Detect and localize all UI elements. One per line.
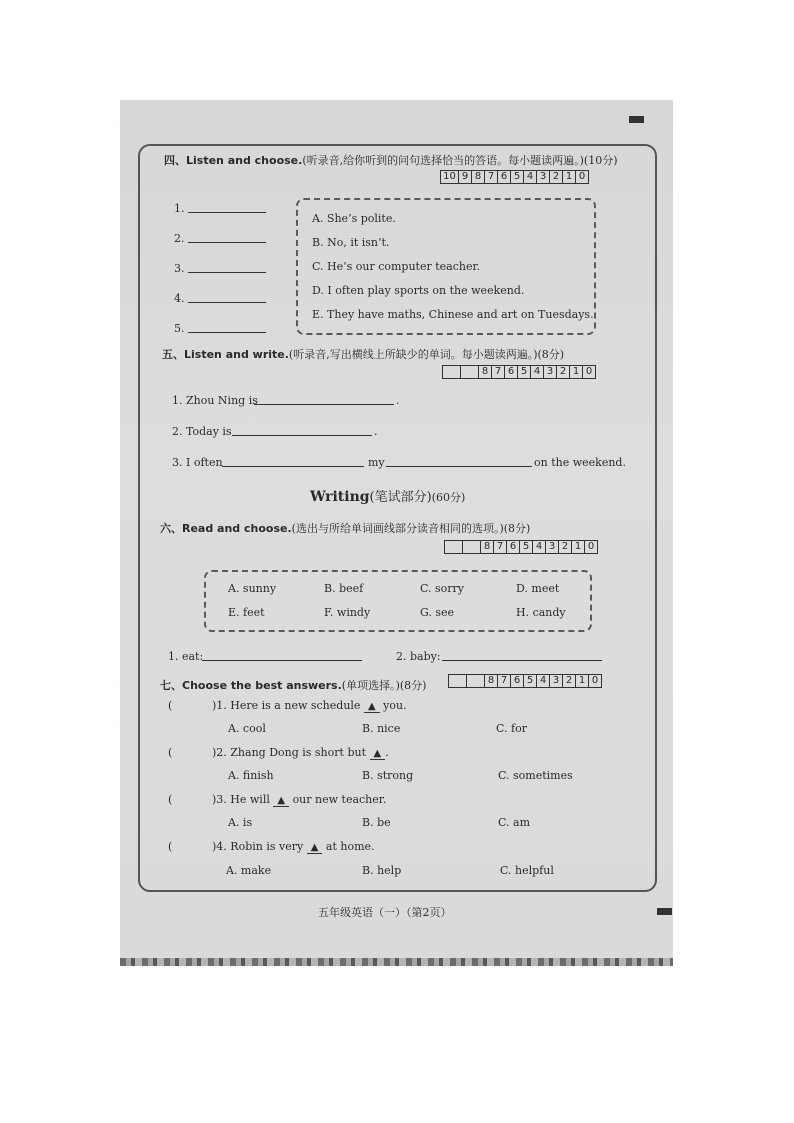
scanned-page-photo bbox=[120, 100, 673, 966]
score-cell: 7 bbox=[494, 541, 507, 553]
score-cell: 0 bbox=[578, 171, 586, 182]
score-cell: 0 bbox=[587, 541, 595, 552]
score-cell: 1 bbox=[572, 541, 585, 553]
q6-1-text: 1. eat: bbox=[168, 650, 204, 663]
q7-3-paren[interactable]: ( bbox=[168, 793, 173, 806]
q5-2-answer-line[interactable] bbox=[232, 435, 372, 436]
score-cell: 8 bbox=[479, 366, 492, 378]
section-6-title: 六、Read and choose.(选出与所给单词画线部分读音相同的选项。)(8分) bbox=[160, 522, 531, 535]
section-5-score-box bbox=[442, 365, 596, 379]
q7-1-option-b[interactable]: B. nice bbox=[362, 722, 401, 735]
s6-option-e: E. feet bbox=[228, 606, 265, 619]
q4-3-number: 3. bbox=[174, 262, 185, 275]
s4-option-d: D. I often play sports on the weekend. bbox=[312, 284, 525, 297]
q5-1-answer-line[interactable] bbox=[254, 404, 394, 405]
s6-option-f: F. windy bbox=[324, 606, 371, 619]
scan-edge bbox=[120, 958, 673, 966]
score-cell bbox=[445, 541, 463, 553]
s4-option-c: C. He’s our computer teacher. bbox=[312, 260, 481, 273]
s6-option-d: D. meet bbox=[516, 582, 560, 595]
page-footer: 五年级英语（一）（第2页） bbox=[318, 906, 452, 919]
score-cell: 1 bbox=[570, 366, 583, 378]
q4-4-answer-line[interactable] bbox=[188, 302, 266, 303]
score-cell: 5 bbox=[511, 171, 524, 183]
q4-5-answer-line[interactable] bbox=[188, 332, 266, 333]
q7-2-option-a[interactable]: A. finish bbox=[228, 769, 274, 782]
score-cell: 3 bbox=[537, 171, 550, 183]
q5-3-answer-line-2[interactable] bbox=[386, 466, 532, 467]
score-cell: 10 bbox=[441, 171, 459, 183]
q7-2-stem: )2. Zhang Dong is short but ▲ . bbox=[212, 746, 389, 759]
q7-3-option-b[interactable]: B. be bbox=[362, 816, 391, 829]
score-cell: 6 bbox=[507, 541, 520, 553]
blank-triangle-icon: ▲ bbox=[364, 701, 380, 713]
q4-1-answer-line[interactable] bbox=[188, 212, 266, 213]
score-cell: 5 bbox=[520, 541, 533, 553]
q4-3-answer-line[interactable] bbox=[188, 272, 266, 273]
blank-triangle-icon: ▲ bbox=[307, 842, 323, 854]
score-cell bbox=[467, 675, 485, 687]
s6-option-h: H. candy bbox=[516, 606, 566, 619]
q5-2-text: 2. Today is bbox=[172, 425, 232, 438]
score-cell: 7 bbox=[498, 675, 511, 687]
q5-2-period: . bbox=[374, 425, 378, 438]
q5-3-answer-line-1[interactable] bbox=[222, 466, 364, 467]
section-7-title: 七、Choose the best answers.(单项选择。)(8分) bbox=[160, 679, 427, 692]
score-cell: 4 bbox=[531, 366, 544, 378]
section-4-title: 四、Listen and choose.(听录音,给你听到的问句选择恰当的答语。每小题读两遍。)(10分) bbox=[164, 154, 618, 167]
q5-3-text: 3. I often bbox=[172, 456, 223, 469]
score-cell: 8 bbox=[472, 171, 485, 183]
q6-1-answer-line[interactable] bbox=[202, 660, 362, 661]
section-7-score-box bbox=[448, 674, 602, 688]
s4-option-a: A. She’s polite. bbox=[312, 212, 396, 225]
score-cell: 6 bbox=[505, 366, 518, 378]
section-6-options-box bbox=[204, 570, 592, 632]
q4-1-number: 1. bbox=[174, 202, 185, 215]
writing-heading: Writing(笔试部分)(60分) bbox=[310, 489, 466, 505]
q7-3-option-c[interactable]: C. am bbox=[498, 816, 531, 829]
score-cell: 8 bbox=[485, 675, 498, 687]
score-cell: 3 bbox=[544, 366, 557, 378]
score-cell: 2 bbox=[563, 675, 576, 687]
q5-1-period: . bbox=[396, 394, 400, 407]
blank-triangle-icon: ▲ bbox=[370, 748, 386, 760]
section-6-score-box bbox=[444, 540, 598, 554]
q6-2-answer-line[interactable] bbox=[442, 660, 602, 661]
score-cell: 7 bbox=[492, 366, 505, 378]
score-cell: 2 bbox=[557, 366, 570, 378]
score-cell: 2 bbox=[559, 541, 572, 553]
q7-2-option-b[interactable]: B. strong bbox=[362, 769, 414, 782]
q7-1-option-a[interactable]: A. cool bbox=[228, 722, 266, 735]
section-4-score-box bbox=[440, 170, 589, 184]
q5-1-text: 1. Zhou Ning is bbox=[172, 394, 258, 407]
s4-option-e: E. They have maths, Chinese and art on Tuesdays. bbox=[312, 308, 594, 321]
q7-3-stem: )3. He will ▲ our new teacher. bbox=[212, 793, 387, 806]
s6-option-g: G. see bbox=[420, 606, 455, 619]
score-cell: 4 bbox=[537, 675, 550, 687]
q4-2-answer-line[interactable] bbox=[188, 242, 266, 243]
score-cell: 7 bbox=[485, 171, 498, 183]
q7-2-option-c[interactable]: C. sometimes bbox=[498, 769, 573, 782]
s6-option-a: A. sunny bbox=[228, 582, 277, 595]
q7-1-paren[interactable]: ( bbox=[168, 699, 173, 712]
q7-4-option-b[interactable]: B. help bbox=[362, 864, 402, 877]
corner-marker-bottom bbox=[657, 908, 672, 915]
score-cell: 5 bbox=[524, 675, 537, 687]
q4-5-number: 5. bbox=[174, 322, 185, 335]
score-cell: 0 bbox=[585, 366, 593, 377]
score-cell bbox=[461, 366, 479, 378]
score-cell bbox=[463, 541, 481, 553]
score-cell: 2 bbox=[550, 171, 563, 183]
score-cell: 9 bbox=[459, 171, 472, 183]
q7-2-paren[interactable]: ( bbox=[168, 746, 173, 759]
score-cell: 4 bbox=[533, 541, 546, 553]
s6-option-b: B. beef bbox=[324, 582, 364, 595]
score-cell bbox=[449, 675, 467, 687]
q7-4-stem: )4. Robin is very ▲ at home. bbox=[212, 840, 375, 853]
score-cell: 3 bbox=[550, 675, 563, 687]
blank-triangle-icon: ▲ bbox=[273, 795, 289, 807]
q7-1-option-c[interactable]: C. for bbox=[496, 722, 527, 735]
q4-4-number: 4. bbox=[174, 292, 185, 305]
score-cell: 6 bbox=[511, 675, 524, 687]
q7-4-option-c[interactable]: C. helpful bbox=[500, 864, 554, 877]
q7-4-option-a[interactable]: A. make bbox=[226, 864, 272, 877]
q5-3-my: my bbox=[368, 456, 385, 469]
score-cell bbox=[443, 366, 461, 378]
score-cell: 1 bbox=[576, 675, 589, 687]
q6-2-text: 2. baby: bbox=[396, 650, 441, 663]
q7-1-stem: )1. Here is a new schedule ▲ you. bbox=[212, 699, 407, 712]
score-cell: 3 bbox=[546, 541, 559, 553]
score-cell: 5 bbox=[518, 366, 531, 378]
score-cell: 0 bbox=[591, 675, 599, 686]
score-cell: 8 bbox=[481, 541, 494, 553]
s4-option-b: B. No, it isn’t. bbox=[312, 236, 390, 249]
section-5-title: 五、Listen and write.(听录音,写出横线上所缺少的单词。每小题读两遍。)(8分) bbox=[162, 348, 565, 361]
q4-2-number: 2. bbox=[174, 232, 185, 245]
q7-4-paren[interactable]: ( bbox=[168, 840, 173, 853]
s6-option-c: C. sorry bbox=[420, 582, 465, 595]
q7-3-option-a[interactable]: A. is bbox=[228, 816, 253, 829]
score-cell: 4 bbox=[524, 171, 537, 183]
q5-3-end: on the weekend. bbox=[534, 456, 626, 469]
score-cell: 1 bbox=[563, 171, 576, 183]
corner-marker-top bbox=[629, 116, 644, 123]
score-cell: 6 bbox=[498, 171, 511, 183]
